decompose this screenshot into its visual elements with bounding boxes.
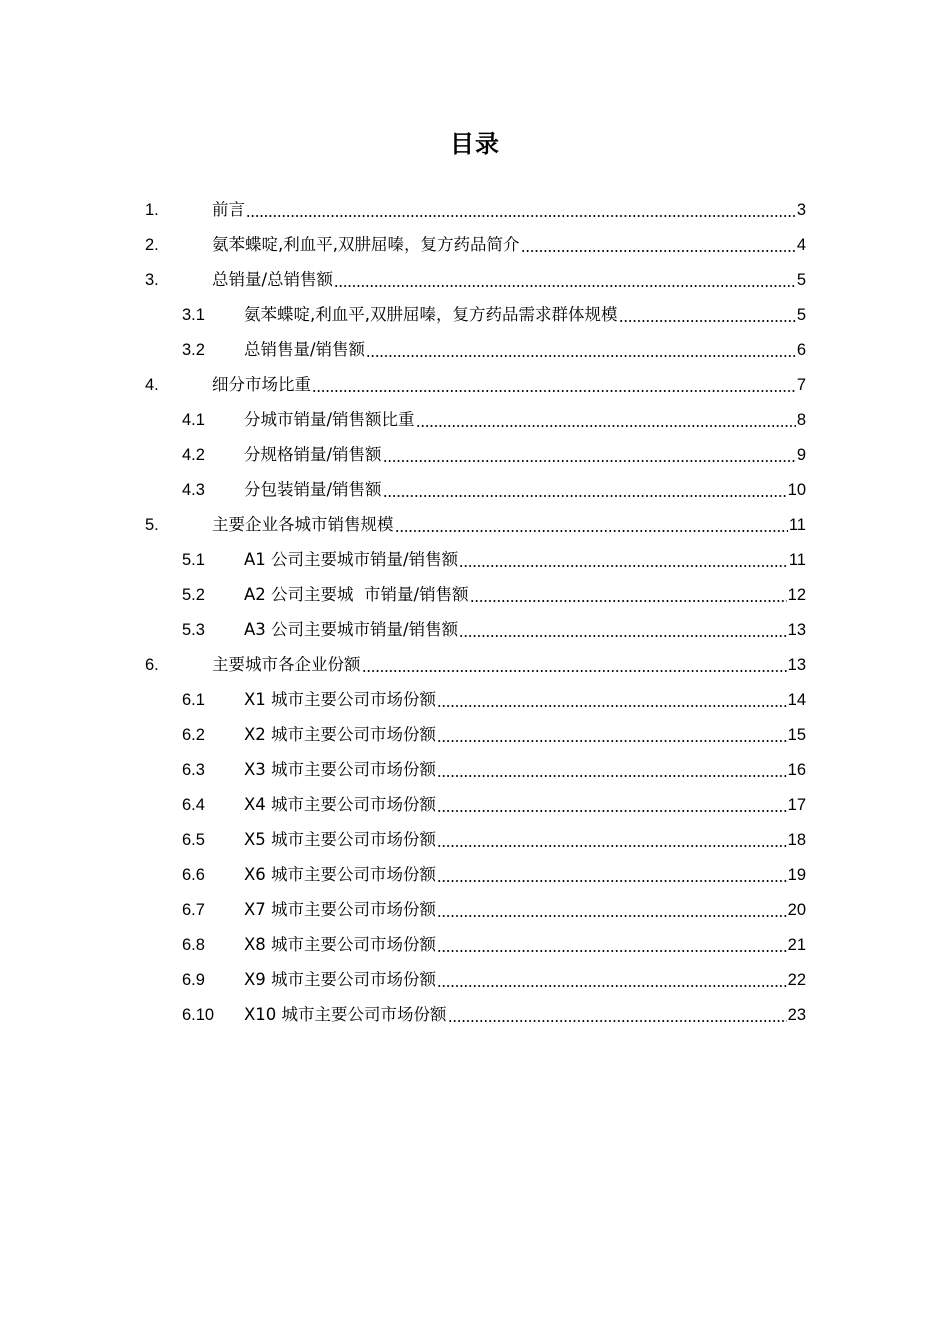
toc-entry-number: 6.10	[182, 1006, 215, 1024]
toc-dot-leader	[437, 753, 787, 787]
toc-dot-leader	[312, 368, 796, 402]
toc-entry[interactable]	[145, 193, 806, 227]
toc-entry-number: 6.6	[182, 866, 205, 884]
toc-entry-number: 6.7	[182, 901, 205, 919]
toc-entry-title: X2 城市主要公司市场份额	[244, 725, 437, 744]
toc-entry[interactable]	[145, 263, 806, 297]
toc-entry-number: 3.2	[182, 341, 205, 359]
toc-entry-page: 20	[787, 901, 806, 919]
toc-title: 目录	[450, 130, 500, 158]
toc-entry-title: A1 公司主要城市销量/销售额	[244, 550, 459, 569]
toc-entry-title: X4 城市主要公司市场份额	[244, 795, 437, 814]
toc-subentry[interactable]	[182, 473, 806, 507]
toc-entry-title: X7 城市主要公司市场份额	[244, 900, 437, 919]
toc-entry-page: 6	[796, 341, 806, 359]
toc-entry-title: 总销量/总销售额	[212, 270, 334, 289]
toc-entry-number: 2.	[145, 236, 159, 254]
toc-entry[interactable]	[145, 368, 806, 402]
toc-entry[interactable]	[145, 508, 806, 542]
toc-entry-number: 4.1	[182, 411, 205, 429]
toc-dot-leader	[395, 508, 788, 542]
toc-entry-page: 3	[796, 201, 806, 219]
toc-entry-page: 23	[787, 1006, 806, 1024]
toc-entry-number: 5.3	[182, 621, 205, 639]
toc-entry-title: X8 城市主要公司市场份额	[244, 935, 437, 954]
toc-subentry[interactable]	[182, 718, 806, 752]
toc-entry-title: 主要城市各企业份额	[212, 655, 361, 674]
toc-entry-number: 4.3	[182, 481, 205, 499]
toc-entry-page: 18	[787, 831, 806, 849]
toc-entry-number: 6.8	[182, 936, 205, 954]
toc-entry-title: A3 公司主要城市销量/销售额	[244, 620, 459, 639]
toc-dot-leader	[437, 718, 787, 752]
toc-entry-title: X6 城市主要公司市场份额	[244, 865, 437, 884]
toc-subentry[interactable]	[182, 438, 806, 472]
toc-entry-number: 6.	[145, 656, 159, 674]
toc-entry-title: 氨苯蝶啶,利血平,双肼屈嗪，复方药品需求群体规模	[244, 305, 618, 324]
toc-entry-page: 22	[787, 971, 806, 989]
toc-entry-number: 6.5	[182, 831, 205, 849]
toc-entry-title: 细分市场比重	[212, 375, 311, 394]
toc-subentry[interactable]	[182, 613, 806, 647]
toc-dot-leader	[619, 298, 796, 332]
toc-entry-page: 19	[787, 866, 806, 884]
toc-dot-leader	[362, 648, 787, 682]
toc-subentry[interactable]	[182, 998, 806, 1032]
toc-entry-page: 10	[787, 481, 806, 499]
toc-dot-leader	[437, 858, 787, 892]
toc-entry-title: 分城市销量/销售额比重	[244, 410, 415, 429]
toc-entry-number: 3.1	[182, 306, 205, 324]
toc-entry-number: 6.2	[182, 726, 205, 744]
toc-entry-page: 14	[787, 691, 806, 709]
toc-subentry[interactable]	[182, 298, 806, 332]
toc-dot-leader	[437, 683, 787, 717]
toc-subentry[interactable]	[182, 403, 806, 437]
toc-subentry[interactable]	[182, 928, 806, 962]
toc-entry-title: 总销售量/销售额	[244, 340, 366, 359]
toc-entry-title: 前言	[212, 200, 245, 219]
toc-dot-leader	[437, 963, 787, 997]
toc-dot-leader	[416, 403, 796, 437]
toc-dot-leader	[246, 193, 796, 227]
toc-dot-leader	[437, 928, 787, 962]
toc-entry-number: 4.2	[182, 446, 205, 464]
toc-entry-page: 5	[796, 306, 806, 324]
toc-entry-title: 氨苯蝶啶,利血平,双肼屈嗪，复方药品简介	[212, 235, 520, 254]
toc-entry-page: 17	[787, 796, 806, 814]
toc-subentry[interactable]	[182, 893, 806, 927]
toc-entry-page: 8	[796, 411, 806, 429]
toc-entry-page: 13	[787, 656, 806, 674]
toc-subentry[interactable]	[182, 578, 806, 612]
toc-entry-page: 11	[788, 516, 806, 534]
toc-entry-title: 分规格销量/销售额	[244, 445, 382, 464]
toc-dot-leader	[459, 613, 787, 647]
toc-subentry[interactable]	[182, 753, 806, 787]
toc-entry-page: 4	[796, 236, 806, 254]
toc-dot-leader	[448, 998, 787, 1032]
toc-entry-number: 6.3	[182, 761, 205, 779]
toc-dot-leader	[470, 578, 787, 612]
toc-entry-number: 6.9	[182, 971, 205, 989]
toc-entry[interactable]	[145, 648, 806, 682]
toc-entry-number: 5.	[145, 516, 159, 534]
toc-entry-number: 6.1	[182, 691, 205, 709]
toc-dot-leader	[366, 333, 796, 367]
toc-entry-page: 5	[796, 271, 806, 289]
toc-subentry[interactable]	[182, 543, 806, 577]
toc-entry-title: 分包装销量/销售额	[244, 480, 382, 499]
toc-entry-number: 1.	[145, 201, 159, 219]
toc-entry-number: 6.4	[182, 796, 205, 814]
toc-subentry[interactable]	[182, 823, 806, 857]
toc-dot-leader	[437, 893, 787, 927]
toc-entry-title: X10 城市主要公司市场份额	[244, 1005, 447, 1024]
toc-entry-number: 4.	[145, 376, 159, 394]
toc-entry-title: A2 公司主要城 市销量/销售额	[244, 585, 469, 604]
toc-entry-page: 21	[787, 936, 806, 954]
toc-subentry[interactable]	[182, 858, 806, 892]
toc-entry-page: 9	[796, 446, 806, 464]
toc-dot-leader	[437, 788, 787, 822]
toc-entry-number: 5.2	[182, 586, 205, 604]
toc-dot-leader	[521, 228, 796, 262]
toc-entry-page: 7	[796, 376, 806, 394]
toc-entry-page: 12	[787, 586, 806, 604]
toc-entry-number: 3.	[145, 271, 159, 289]
toc-entry-number: 5.1	[182, 551, 205, 569]
toc-subentry[interactable]	[182, 963, 806, 997]
toc-subentry[interactable]	[182, 788, 806, 822]
toc-entry-page: 11	[788, 551, 806, 569]
toc-entry-title: X1 城市主要公司市场份额	[244, 690, 437, 709]
toc-entry-page: 15	[787, 726, 806, 744]
toc-entry-title: X3 城市主要公司市场份额	[244, 760, 437, 779]
toc-subentry[interactable]	[182, 333, 806, 367]
toc-entry-title: X5 城市主要公司市场份额	[244, 830, 437, 849]
toc-dot-leader	[459, 543, 788, 577]
toc-entry-title: 主要企业各城市销售规模	[212, 515, 394, 534]
toc-dot-leader	[437, 823, 787, 857]
toc-entry-title: X9 城市主要公司市场份额	[244, 970, 437, 989]
toc-subentry[interactable]	[182, 683, 806, 717]
toc-dot-leader	[383, 438, 796, 472]
toc-entry-page: 16	[787, 761, 806, 779]
toc-dot-leader	[383, 473, 787, 507]
toc-entry[interactable]	[145, 228, 806, 262]
toc-dot-leader	[334, 263, 796, 297]
toc-entry-page: 13	[787, 621, 806, 639]
